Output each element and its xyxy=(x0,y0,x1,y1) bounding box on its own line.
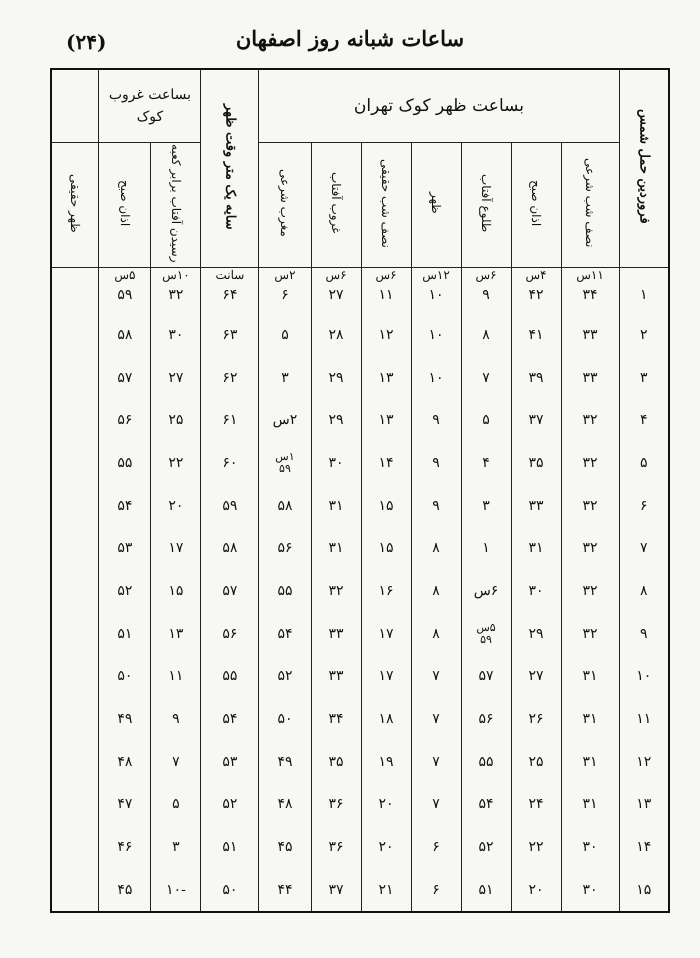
table-row xyxy=(51,868,669,912)
cell-fajr: ۳۹ xyxy=(511,356,561,399)
cell-shar-midnight: ۳۴ xyxy=(561,287,619,314)
cell-day: ۹ xyxy=(619,612,669,655)
cell-sunrise: ۹ xyxy=(461,287,511,314)
cell-true-noon: ۶ xyxy=(411,825,461,868)
cell-day: ۱۳ xyxy=(619,783,669,826)
prayer-times-table xyxy=(50,68,670,913)
cell-day: ۱۲ xyxy=(619,740,669,783)
cell-maghrib: ۳۳ xyxy=(311,612,361,655)
unit-sunset-noon: ۵س xyxy=(99,268,151,287)
cell-fajr: ۲۰ xyxy=(511,868,561,912)
cell-shar-midnight: ۳۱ xyxy=(561,783,619,826)
cell-sunset-fajr: ۲۷ xyxy=(151,356,201,399)
cell-maghrib: ۳۷ xyxy=(311,868,361,912)
cell-sunset: ۱۷ xyxy=(361,655,411,698)
cell-shar-midnight: ۳۰ xyxy=(561,825,619,868)
header-sunrise-label: طلوع آفتاب xyxy=(479,173,493,233)
cell-shar-midnight: ۳۱ xyxy=(561,698,619,741)
header-shadow-column xyxy=(201,69,259,268)
cell-sunset-noon: ۵۱ xyxy=(99,612,151,655)
cell-qibla: ۵۶ xyxy=(259,527,311,570)
table-row xyxy=(51,287,669,314)
cell-sunset: ۱۵ xyxy=(361,484,411,527)
table-row xyxy=(51,825,669,868)
cell-fajr: ۲۷ xyxy=(511,655,561,698)
cell-qibla: ۵۴ xyxy=(259,612,311,655)
cell-true-noon: ۸ xyxy=(411,612,461,655)
cell-true-noon: ۷ xyxy=(411,655,461,698)
cell-qibla: ۴۵ xyxy=(259,825,311,868)
cell-sunset: ۱۳ xyxy=(361,399,411,442)
page-title: ساعات شبانه روز اصفهان xyxy=(235,26,465,51)
cell-maghrib: ۳۳ xyxy=(311,655,361,698)
cell-sunset: ۲۱ xyxy=(361,868,411,912)
cell-qibla: ۴۴ xyxy=(259,868,311,912)
cell-sunrise: ۱ xyxy=(461,527,511,570)
cell-qibla: ۳ xyxy=(259,356,311,399)
cell-fajr: ۳۵ xyxy=(511,442,561,485)
cell-sunrise: ۵۶ xyxy=(461,698,511,741)
table-row xyxy=(51,740,669,783)
header-qibla-label: رسیدن آفتاب برابر کعبه xyxy=(168,143,183,263)
table-row xyxy=(51,698,669,741)
cell-shadow: ۶۰ xyxy=(201,442,259,485)
cell-sunrise: ۷ xyxy=(461,356,511,399)
cell-shar-midnight: ۳۲ xyxy=(561,399,619,442)
header-shar-midnight xyxy=(561,143,619,268)
cell-sunset-noon: ۴۶ xyxy=(99,825,151,868)
page-number: (۲۴) xyxy=(66,30,107,54)
cell-true-noon: ۸ xyxy=(411,570,461,613)
cell-true-noon: ۷ xyxy=(411,698,461,741)
table-row xyxy=(51,570,669,613)
cell-shar-midnight: ۳۲ xyxy=(561,442,619,485)
table-row xyxy=(51,655,669,698)
cell-fajr: ۲۲ xyxy=(511,825,561,868)
cell-shadow: ۶۱ xyxy=(201,399,259,442)
cell-shar-midnight: ۳۲ xyxy=(561,484,619,527)
cell-sunset-fajr: ۳ xyxy=(151,825,201,868)
cell-maghrib: ۲۹ xyxy=(311,356,361,399)
cell-true-noon: ۹ xyxy=(411,442,461,485)
cell-qibla: ۴۹ xyxy=(259,740,311,783)
unit-qibla: ۲س xyxy=(259,268,311,287)
cell-shar-midnight: ۳۲ xyxy=(561,612,619,655)
header-group-sunset: بساعت غروب کوک xyxy=(99,69,201,143)
cell-shar-midnight: ۳۱ xyxy=(561,655,619,698)
cell-sunset-fajr: ۲۲ xyxy=(151,442,201,485)
cell-sunrise: ۵ xyxy=(461,399,511,442)
table-row xyxy=(51,783,669,826)
cell-qibla: ۶ xyxy=(259,287,311,314)
cell-maghrib: ۳۲ xyxy=(311,570,361,613)
cell-value-secondary: ۵۹ xyxy=(480,632,492,646)
header-day-label: فروردین حمل شمس xyxy=(636,109,652,224)
cell-shar-midnight: ۳۰ xyxy=(561,868,619,912)
cell-sunset-fajr: ۱۳ xyxy=(151,612,201,655)
header-true-noon-label: ظهر xyxy=(429,192,443,214)
cell-sunset-noon: ۴۷ xyxy=(99,783,151,826)
cell-value: ۵س xyxy=(476,620,496,634)
table-body xyxy=(51,268,669,913)
cell-shadow: ۵۷ xyxy=(201,570,259,613)
header-shar-midnight-label: نصف شب شرعی xyxy=(583,158,597,248)
cell-sunset: ۲۰ xyxy=(361,783,411,826)
cell-true-noon: ۹ xyxy=(411,399,461,442)
header-fajr-label: اذان صبح xyxy=(529,179,543,227)
header-day-column xyxy=(619,69,669,268)
cell-shadow: ۵۳ xyxy=(201,740,259,783)
header-true-noon xyxy=(411,143,461,268)
cell-fajr: ۳۰ xyxy=(511,570,561,613)
unit-sunrise: ۶س xyxy=(461,268,511,287)
cell-shar-midnight: ۳۲ xyxy=(561,570,619,613)
table-row xyxy=(51,612,669,655)
cell-fajr: ۲۶ xyxy=(511,698,561,741)
cell-qibla xyxy=(259,442,311,485)
header-sunset-time xyxy=(311,143,361,268)
cell-shar-midnight: ۳۲ xyxy=(561,527,619,570)
unit-shadow: سانت xyxy=(201,268,259,287)
cell-sunrise: ۵۴ xyxy=(461,783,511,826)
cell-sunset-fajr: -۱۰ xyxy=(151,868,201,912)
cell-day: ۲ xyxy=(619,314,669,357)
unit-day xyxy=(619,268,669,287)
cell-sunrise: ۸ xyxy=(461,314,511,357)
header-fajr xyxy=(511,143,561,268)
cell-sunset-noon: ۵۰ xyxy=(99,655,151,698)
cell-sunset-fajr: ۲۵ xyxy=(151,399,201,442)
cell-sunset-fajr: ۳۲ xyxy=(151,287,201,314)
cell-day: ۸ xyxy=(619,570,669,613)
cell-maghrib: ۳۱ xyxy=(311,484,361,527)
cell-sunset-noon: ۵۲ xyxy=(99,570,151,613)
cell-day: ۵ xyxy=(619,442,669,485)
header-maghrib-label: مغرب شرعی xyxy=(277,169,292,237)
cell-maghrib: ۳۶ xyxy=(311,825,361,868)
cell-sunset-fajr: ۵ xyxy=(151,783,201,826)
cell-day: ۶ xyxy=(619,484,669,527)
unit-true-noon: ۱۲س xyxy=(411,268,461,287)
cell-qibla: ۵ xyxy=(259,314,311,357)
cell-maghrib: ۲۹ xyxy=(311,399,361,442)
cell-sunset: ۱۷ xyxy=(361,612,411,655)
cell-sunset-fajr: ۷ xyxy=(151,740,201,783)
cell-shadow: ۵۱ xyxy=(201,825,259,868)
cell-day: ۱ xyxy=(619,287,669,314)
cell-sunset-noon: ۴۹ xyxy=(99,698,151,741)
unit-maghrib: ۶س xyxy=(311,268,361,287)
cell-day: ۱۱ xyxy=(619,698,669,741)
table-row xyxy=(51,399,669,442)
cell-qibla: ۵۲ xyxy=(259,655,311,698)
cell-shadow: ۵۰ xyxy=(201,868,259,912)
cell-shadow: ۵۲ xyxy=(201,783,259,826)
cell-sunset: ۱۴ xyxy=(361,442,411,485)
cell-true-noon: ۱۰ xyxy=(411,287,461,314)
cell-sunrise: ۴ xyxy=(461,442,511,485)
cell-sunset-noon: ۵۹ xyxy=(99,287,151,314)
header-sunset-noon xyxy=(51,143,99,268)
cell-day: ۱۰ xyxy=(619,655,669,698)
header-true-midnight xyxy=(361,143,411,268)
cell-true-noon: ۶ xyxy=(411,868,461,912)
units-row xyxy=(51,268,669,287)
header-sunset-fajr-label: اذان صبح xyxy=(117,179,132,227)
cell-fajr: ۴۲ xyxy=(511,287,561,314)
cell-day: ۴ xyxy=(619,399,669,442)
unit-sunset: ۶س xyxy=(361,268,411,287)
cell-sunrise: ۳ xyxy=(461,484,511,527)
cell-shadow: ۵۶ xyxy=(201,612,259,655)
cell-shar-midnight: ۳۳ xyxy=(561,356,619,399)
header-qibla xyxy=(151,143,201,268)
cell-sunset: ۲۰ xyxy=(361,825,411,868)
cell-maghrib: ۲۸ xyxy=(311,314,361,357)
cell-fajr: ۲۹ xyxy=(511,612,561,655)
cell-sunset-fajr: ۲۰ xyxy=(151,484,201,527)
cell-qibla: ۵۰ xyxy=(259,698,311,741)
cell-qibla: ۵۸ xyxy=(259,484,311,527)
cell-sunset: ۱۵ xyxy=(361,527,411,570)
cell-sunset-noon: ۵۸ xyxy=(99,314,151,357)
cell-sunset-noon: ۴۵ xyxy=(99,868,151,912)
header-true-midnight-label: نصف شب حقیقی xyxy=(379,158,393,248)
cell-value-secondary: ۵۹ xyxy=(279,462,291,476)
cell-shadow: ۵۵ xyxy=(201,655,259,698)
cell-qibla: ۲س xyxy=(259,399,311,442)
cell-sunrise: ۵۷ xyxy=(461,655,511,698)
unit-sunset-fajr: ۱۰س xyxy=(151,268,201,287)
cell-fajr: ۲۵ xyxy=(511,740,561,783)
cell-maghrib: ۳۵ xyxy=(311,740,361,783)
cell-maghrib: ۳۱ xyxy=(311,527,361,570)
cell-true-noon: ۷ xyxy=(411,740,461,783)
cell-sunrise: ۵۱ xyxy=(461,868,511,912)
cell-fajr: ۲۴ xyxy=(511,783,561,826)
cell-shar-midnight: ۳۳ xyxy=(561,314,619,357)
cell-sunset-noon: ۵۴ xyxy=(99,484,151,527)
cell-fajr: ۳۳ xyxy=(511,484,561,527)
cell-sunset-noon: ۵۳ xyxy=(99,527,151,570)
cell-sunset: ۱۳ xyxy=(361,356,411,399)
cell-sunset: ۱۸ xyxy=(361,698,411,741)
cell-true-noon: ۷ xyxy=(411,783,461,826)
cell-day: ۳ xyxy=(619,356,669,399)
cell-sunset-noon: ۵۶ xyxy=(99,399,151,442)
header-shadow-label: سایه یک متر وقت ظهر xyxy=(222,103,238,230)
header-sunset-fajr xyxy=(99,143,151,268)
cell-sunrise xyxy=(461,612,511,655)
cell-shadow: ۵۸ xyxy=(201,527,259,570)
cell-sunset-fajr: ۱۷ xyxy=(151,527,201,570)
cell-maghrib: ۳۴ xyxy=(311,698,361,741)
cell-sunset-fajr: ۳۰ xyxy=(151,314,201,357)
cell-maghrib: ۳۶ xyxy=(311,783,361,826)
cell-shar-midnight: ۳۱ xyxy=(561,740,619,783)
cell-sunrise: ۶س xyxy=(461,570,511,613)
cell-fajr: ۳۷ xyxy=(511,399,561,442)
cell-sunset-fajr: ۱۵ xyxy=(151,570,201,613)
header-group-tehran-noon: بساعت ظهر کوک تهران xyxy=(259,69,619,143)
cell-sunset: ۱۶ xyxy=(361,570,411,613)
header-maghrib xyxy=(259,143,311,268)
header-sunset-time-label: غروب آفتاب xyxy=(329,172,343,234)
cell-fajr: ۳۱ xyxy=(511,527,561,570)
cell-maghrib: ۳۰ xyxy=(311,442,361,485)
table-row xyxy=(51,442,669,485)
cell-shadow: ۶۲ xyxy=(201,356,259,399)
cell-true-noon: ۹ xyxy=(411,484,461,527)
cell-qibla: ۵۵ xyxy=(259,570,311,613)
cell-sunset-fajr: ۱۱ xyxy=(151,655,201,698)
header-sunset-noon-label: ظهر حقیقی xyxy=(68,173,83,233)
cell-day: ۱۵ xyxy=(619,868,669,912)
cell-true-noon: ۸ xyxy=(411,527,461,570)
cell-value: ۱س xyxy=(275,450,295,464)
cell-sunset: ۱۱ xyxy=(361,287,411,314)
cell-true-noon: ۱۰ xyxy=(411,356,461,399)
table-row xyxy=(51,484,669,527)
cell-sunrise: ۵۲ xyxy=(461,825,511,868)
cell-shadow: ۵۴ xyxy=(201,698,259,741)
unit-shar-midnight: ۱۱س xyxy=(561,268,619,287)
cell-sunrise: ۵۵ xyxy=(461,740,511,783)
cell-sunset: ۱۹ xyxy=(361,740,411,783)
cell-day: ۱۴ xyxy=(619,825,669,868)
cell-sunset-noon: ۵۷ xyxy=(99,356,151,399)
cell-shadow: ۵۹ xyxy=(201,484,259,527)
cell-fajr: ۴۱ xyxy=(511,314,561,357)
table-row xyxy=(51,356,669,399)
cell-true-noon: ۱۰ xyxy=(411,314,461,357)
cell-day: ۷ xyxy=(619,527,669,570)
cell-sunset-fajr: ۹ xyxy=(151,698,201,741)
cell-maghrib: ۲۷ xyxy=(311,287,361,314)
cell-sunset-noon: ۴۸ xyxy=(99,740,151,783)
table-row xyxy=(51,314,669,357)
cell-qibla: ۴۸ xyxy=(259,783,311,826)
cell-sunset-noon: ۵۵ xyxy=(99,442,151,485)
table-row xyxy=(51,527,669,570)
header-sunrise xyxy=(461,143,511,268)
cell-sunset: ۱۲ xyxy=(361,314,411,357)
unit-fajr: ۴س xyxy=(511,268,561,287)
cell-shadow: ۶۴ xyxy=(201,287,259,314)
cell-shadow: ۶۳ xyxy=(201,314,259,357)
